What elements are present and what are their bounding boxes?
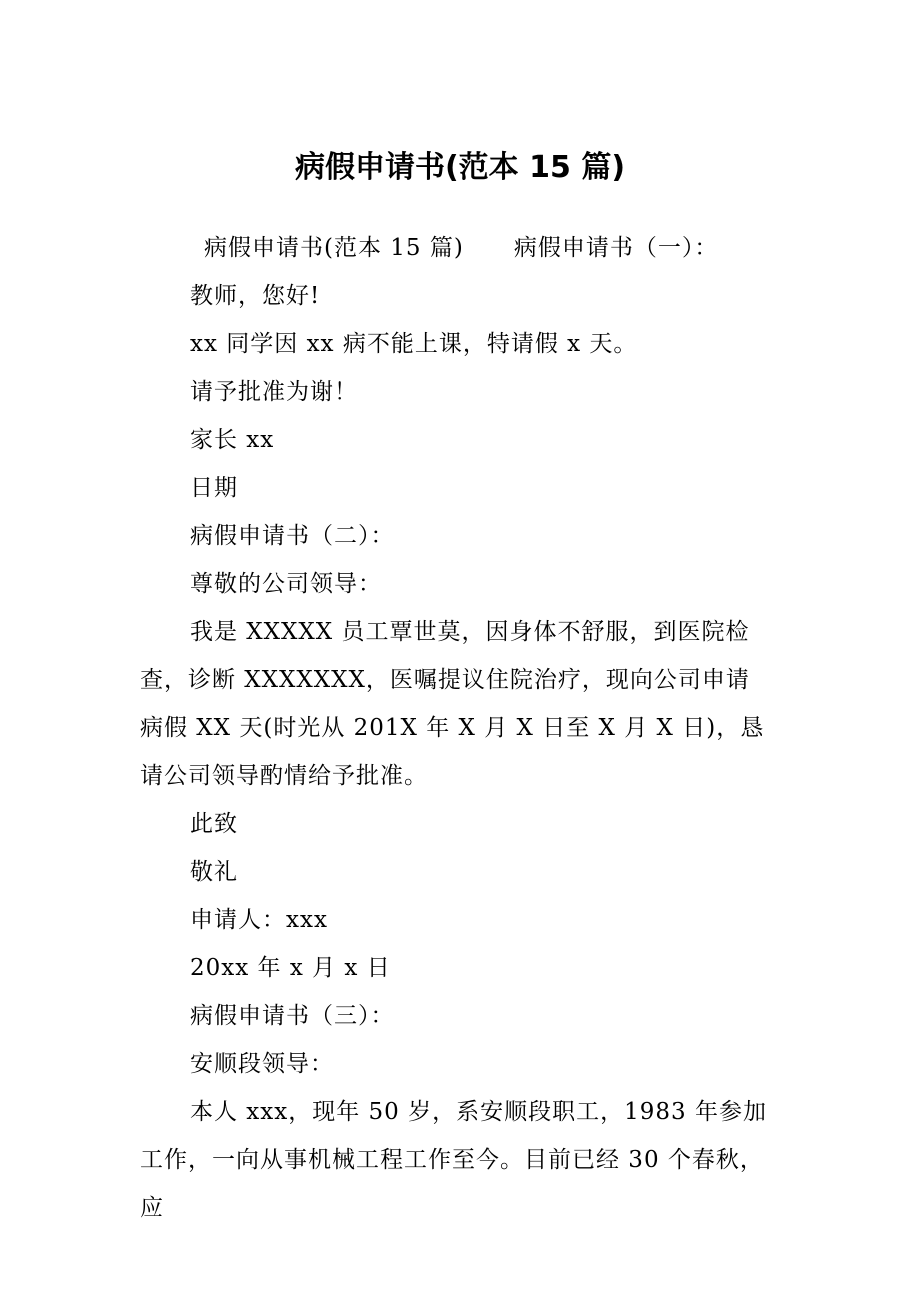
section-heading-3: 病假申请书（三）： — [190, 1003, 395, 1029]
section-heading-2: 病假申请书（二）： — [190, 523, 395, 549]
salutation: 安顺段领导： — [190, 1051, 334, 1077]
intro-title: 病假申请书(范本 15 篇) — [204, 235, 464, 261]
signature: 家长 xx — [190, 427, 275, 453]
paragraph: xx 同学因 xx 病不能上课，特请假 x 天。 — [190, 331, 638, 357]
greeting: 教师，您好! — [190, 283, 321, 309]
closing: 敬礼 — [190, 859, 238, 885]
paragraph: 我是 XXXXX 员工覃世莫，因身体不舒服，到医院检查，诊断 XXXXXXX，医嘱提议住院治疗，现向公司申请病假 XX 天(时光从 201X 年 X 月 X 日至 X 月 X 日)，恳请公司领导酌情给予批准。 — [140, 619, 765, 789]
applicant-line: 申请人：xxx — [190, 907, 328, 933]
closing: 此致 — [190, 811, 238, 837]
intro-line — [140, 224, 772, 272]
salutation: 尊敬的公司领导： — [190, 571, 382, 597]
paragraph: 本人 xxx，现年 50 岁，系安顺段职工，1983 年参加工作，一向从事机械工程工作至今。目前已经 30 个春秋，应 — [140, 1099, 767, 1221]
section-heading-1: 病假申请书（一）： — [513, 235, 719, 261]
date-line: 日期 — [190, 475, 238, 501]
paragraph: 请予批准为谢！ — [190, 379, 358, 405]
document-title: 病假申请书(范本 15 篇) — [294, 150, 626, 185]
document-body — [140, 224, 772, 1232]
date-line: 20xx 年 x 月 x 日 — [190, 955, 391, 981]
